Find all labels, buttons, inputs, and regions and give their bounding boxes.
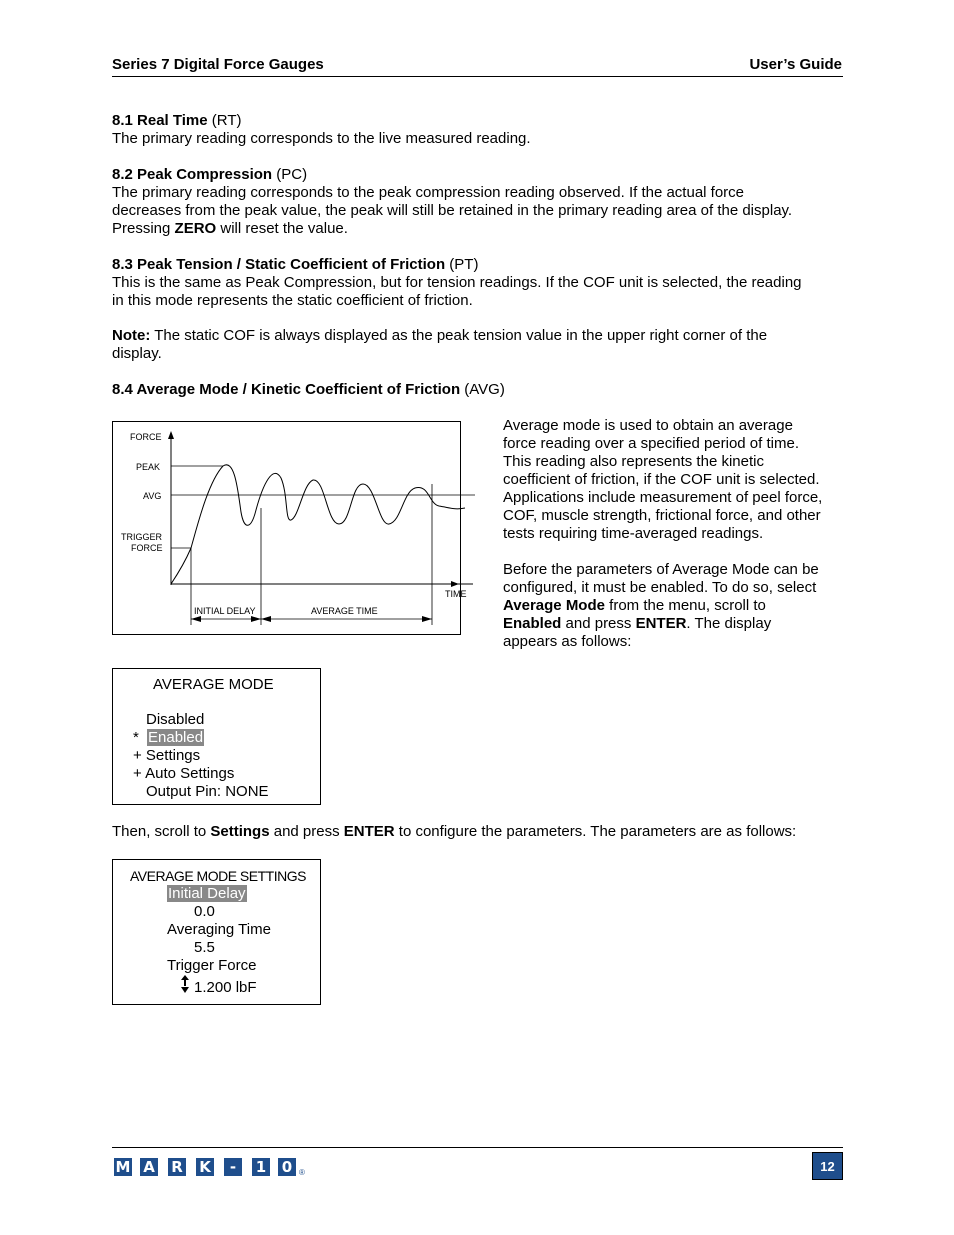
label-peak: PEAK xyxy=(136,462,161,472)
section-title: 8.3 Peak Tension / Static Coefficient of Friction xyxy=(112,256,446,273)
display-title: AVERAGE MODE xyxy=(153,676,274,693)
value-averaging-time: 5.5 xyxy=(194,939,215,956)
settings-instruction: Then, scroll to Settings and press ENTER to configure the parameters. The parameters are as follows: xyxy=(112,823,797,840)
option-disabled[interactable]: Disabled xyxy=(146,711,205,728)
page-number: 12 xyxy=(812,1152,843,1180)
label-time: TIME xyxy=(445,589,467,599)
label-initial-delay: INITIAL DELAY xyxy=(194,606,256,616)
up-down-arrows-icon xyxy=(179,974,191,994)
label-trigger-force: FORCE xyxy=(131,543,163,553)
section-8-2: 8.2 Peak Compression (PC) The primary reading corresponds to the peak compression reading observed. If the actual force decreases from the peak value, the peak will still be retained in the primary reading area of the display. Pressing ZERO will reset the value. xyxy=(112,166,793,237)
section-body: The primary reading corresponds to the live measured reading. xyxy=(112,130,531,147)
param-initial-delay[interactable]: Initial Delay xyxy=(168,885,246,902)
dimension-arrow-icon xyxy=(422,616,432,622)
section-8-3: 8.3 Peak Tension / Static Coefficient of Friction (PT) This is the same as Peak Compression, but for tension readings. If the COF unit is selected, the reading in this mode represents the static coefficient of friction. xyxy=(112,256,802,309)
option-output-pin[interactable]: Output Pin: NONE xyxy=(146,783,269,800)
label-force: FORCE xyxy=(130,432,162,442)
average-mode-display xyxy=(112,668,321,805)
average-mode-diagram xyxy=(112,421,467,635)
section-title: 8.1 Real Time xyxy=(112,112,208,129)
footer-rule xyxy=(112,1147,843,1148)
header-guide: User’s Guide xyxy=(749,56,842,73)
mark-10-logo: M A R K - 1 0 ® xyxy=(115,1158,305,1177)
option-enabled[interactable]: Enabled xyxy=(148,729,204,746)
label-average-time: AVERAGE TIME xyxy=(311,606,378,616)
section-8-4: 8.4 Average Mode / Kinetic Coefficient of Friction (AVG) xyxy=(112,381,505,398)
display-title: AVERAGE MODE SETTINGS xyxy=(130,868,306,884)
dimension-arrow-icon xyxy=(261,616,271,622)
label-avg: AVG xyxy=(143,491,162,501)
average-mode-description: Average mode is used to obtain an average force reading over a specified period of time. This reading also represents the kinetic coefficient of friction, if the COF unit is selected. Applications include measurement of peel force, COF, muscle strength, frictional force, and other tests requiring time-averaged readings. Before the parameters of Average Mode can be configured, it must be enabled. To do so, select Average Mode from the menu, scroll to Enabled and press ENTER. The display appears as follows: xyxy=(503,417,823,650)
header-rule xyxy=(112,76,843,77)
option-settings[interactable]: + Settings xyxy=(133,747,201,764)
section-title: 8.2 Peak Compression xyxy=(112,166,273,183)
diagram-svg xyxy=(113,422,467,634)
section-8-1: 8.1 Real Time (RT) The primary reading corresponds to the live measured reading. xyxy=(112,112,843,148)
param-trigger-force[interactable]: Trigger Force xyxy=(167,957,257,974)
label-trigger: TRIGGER xyxy=(121,532,163,542)
header-title: Series 7 Digital Force Gauges xyxy=(112,56,324,73)
force-axis-arrow-icon xyxy=(168,431,174,439)
average-mode-settings-display xyxy=(112,859,321,1005)
dimension-arrow-icon xyxy=(191,616,201,622)
section-title: 8.4 Average Mode / Kinetic Coefficient of Friction xyxy=(112,381,461,398)
force-curve xyxy=(171,465,465,584)
dimension-arrow-icon xyxy=(251,616,261,622)
note: Note: The static COF is always displayed as the peak tension value in the upper right corner of the display. xyxy=(112,327,768,362)
selected-marker: * xyxy=(133,729,139,746)
option-auto-settings[interactable]: + Auto Settings xyxy=(133,765,235,782)
param-averaging-time[interactable]: Averaging Time xyxy=(167,921,271,938)
time-axis-arrow-icon xyxy=(451,581,459,587)
value-initial-delay: 0.0 xyxy=(194,903,215,920)
value-trigger-force: 1.200 lbF xyxy=(194,979,257,996)
